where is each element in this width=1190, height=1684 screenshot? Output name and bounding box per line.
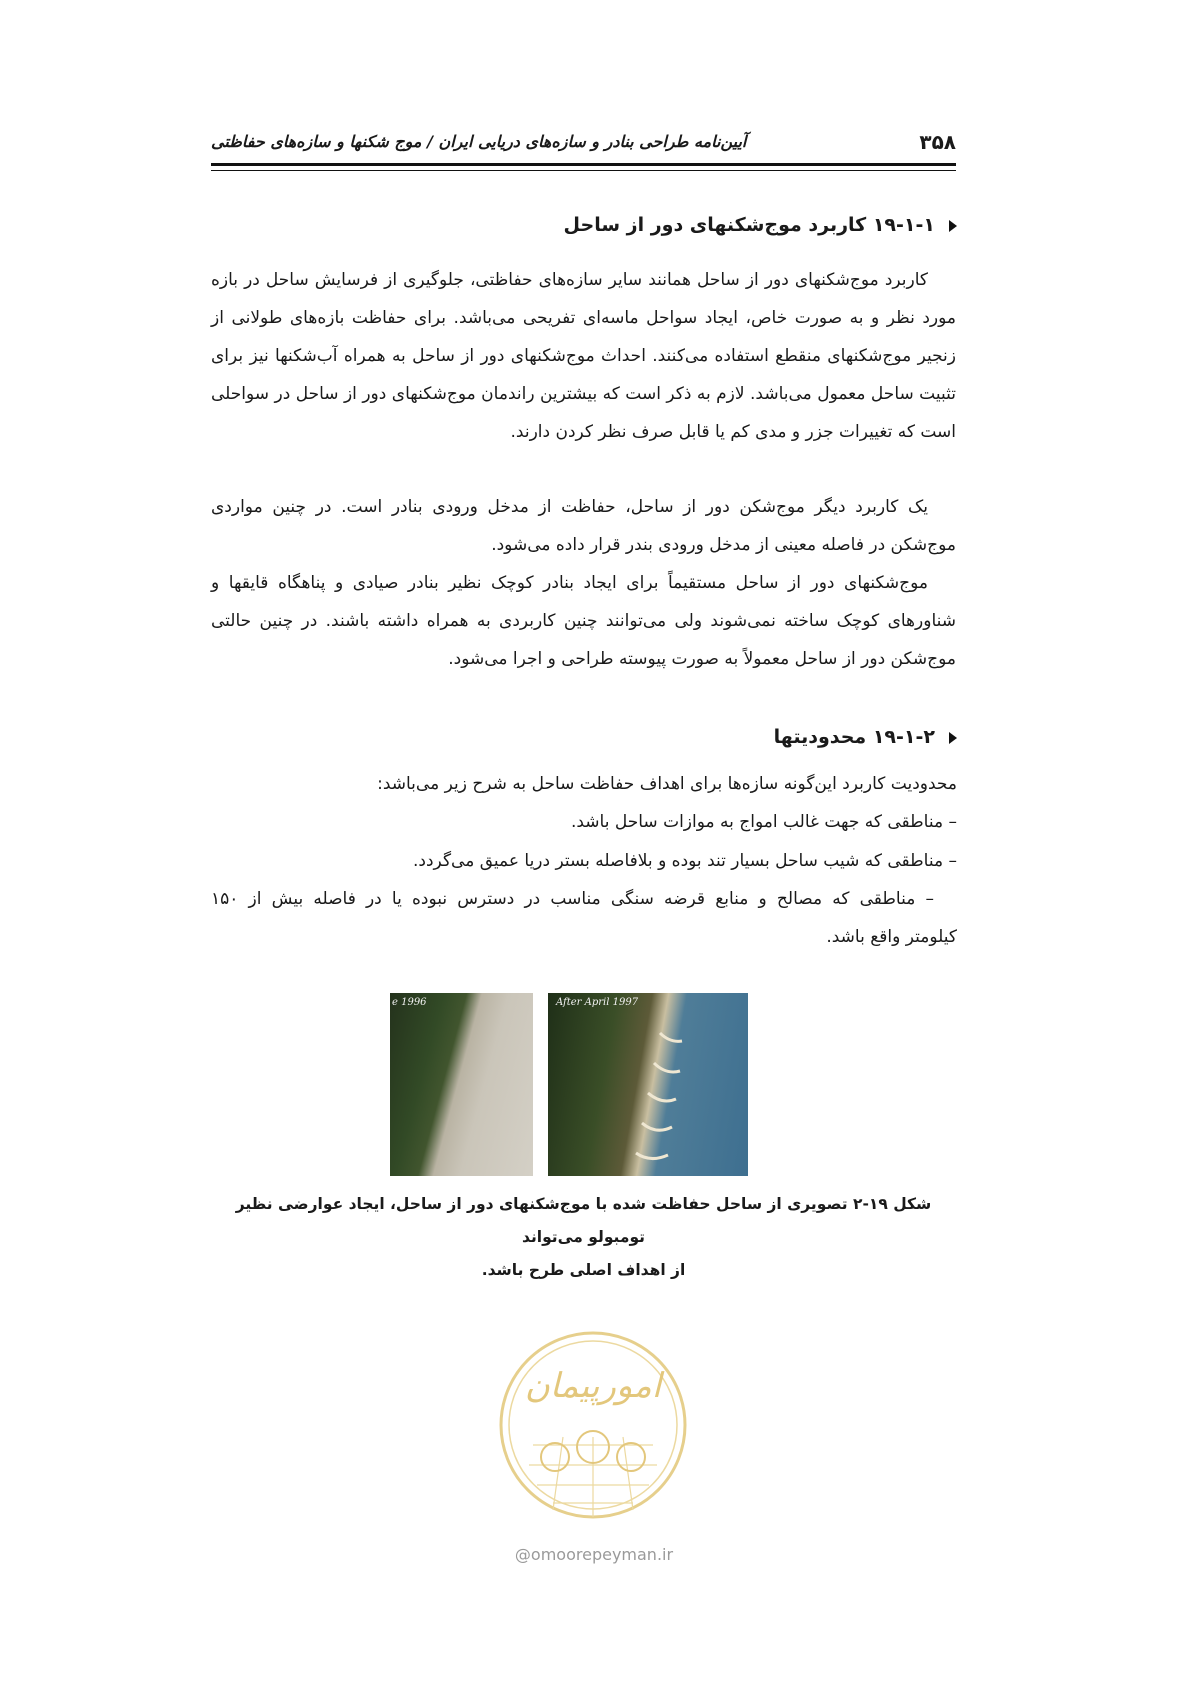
tombolo-shapes — [548, 993, 748, 1176]
figure-caption-line-2: از اهداف اصلی طرح باشد. — [481, 1261, 686, 1279]
bullet-triangle-icon — [949, 732, 957, 744]
photo-label-after: After April 1997 — [556, 997, 639, 1008]
breakwater-5 — [636, 1153, 668, 1159]
section-heading-1-text: ۱۹-۱-۱ کاربرد موج‌شکنهای دور از ساحل — [563, 214, 935, 236]
limitation-item-3-line-2: کیلومتر واقع باشد. — [826, 927, 957, 947]
section-heading-2 — [774, 726, 957, 748]
photo-label-before: e 1996 — [392, 997, 427, 1008]
section-heading-2-text: ۱۹-۱-۲ محدودیتها — [773, 726, 935, 748]
bullet-triangle-icon — [949, 220, 957, 232]
limitation-item-1: – مناطقی که جهت غالب امواج به موازات ساحل باشد. — [570, 812, 957, 832]
running-title: آیین‌نامه طراحی بنادر و سازه‌های دریایی ایران / موج شکنها و سازه‌های حفاظتی — [211, 132, 747, 151]
coast-photo-before — [390, 993, 533, 1176]
page-number: ۳۵۸ — [919, 130, 956, 154]
header-rule-thick — [211, 163, 956, 166]
limitation-item-3-line-1: – مناطقی که مصالح و منابع قرضه سنگی مناسب در دسترس نبوده یا در فاصله بیش از ۱۵۰ — [211, 889, 934, 909]
watermark-seal-logo — [493, 1325, 693, 1530]
header-rule-thin — [211, 170, 956, 171]
breakwater-2 — [654, 1063, 680, 1072]
breakwater-4 — [642, 1123, 672, 1130]
figure-caption — [211, 1188, 956, 1287]
watermark-url: @omoorepeyman.ir — [514, 1545, 674, 1564]
limitation-item-2: – مناطقی که شیب ساحل بسیار تند بوده و بلافاصله بستر دریا عمیق می‌گردد. — [413, 851, 957, 871]
paragraph-1: کاربرد موج‌شکنهای دور از ساحل همانند سایر سازه‌های حفاظتی، جلوگیری از فرسایش ساحل در بازه مورد نظر و به صورت خاص، ایجاد سواحل ماسه‌ای تفریحی می‌باشد. برای حفاظت بازه‌های طولانی از زنجیر موج‌شکنهای منقطع استفاده می‌کنند. احداث موج‌شکنهای دور از ساحل به همراه آب‌شکنها نیز برای تثبیت ساحل معمول می‌باشد. لازم به ذکر است که بیشترین راندمان موج‌شکنهای دور از ساحل در سواحلی است که تغییرات جزر و مدی کم یا قابل صرف نظر کردن دارند. — [211, 270, 956, 442]
paragraph-2: یک کاربرد دیگر موج‌شکن دور از ساحل، حفاظت از مدخل ورودی بنادر است. در چنین مواردی موج‌شکن در فاصله معینی از مدخل ورودی بندر قرار داده می‌شود. — [211, 497, 956, 555]
breakwater-3 — [648, 1093, 676, 1101]
section-heading-1 — [564, 214, 957, 236]
breakwater-1 — [660, 1033, 682, 1041]
coast-photo-after — [548, 993, 748, 1176]
seal-lettering: امورپیمان — [524, 1366, 662, 1406]
figure-caption-line-1: شکل ۱۹-۲ تصویری از ساحل حفاظت شده با موج‌شکنهای دور از ساحل، ایجاد عوارضی نظیر تومبولو می‌تواند — [235, 1195, 932, 1246]
paragraph-3: موج‌شکنهای دور از ساحل مستقیماً برای ایجاد بنادر کوچک نظیر بنادر صیادی و پناهگاه قایقها و شناورهای کوچک ساخته نمی‌شوند ولی می‌توانند چنین کاربردی به همراه داشته باشند. در چنین حالتی موج‌شکن دور از ساحل معمولاً به صورت پیوسته طراحی و اجرا می‌شود. — [211, 573, 956, 669]
limitations-intro: محدودیت کاربرد این‌گونه سازه‌ها برای اهداف حفاظت ساحل به شرح زیر می‌باشد: — [377, 774, 957, 794]
page-header — [211, 118, 956, 158]
